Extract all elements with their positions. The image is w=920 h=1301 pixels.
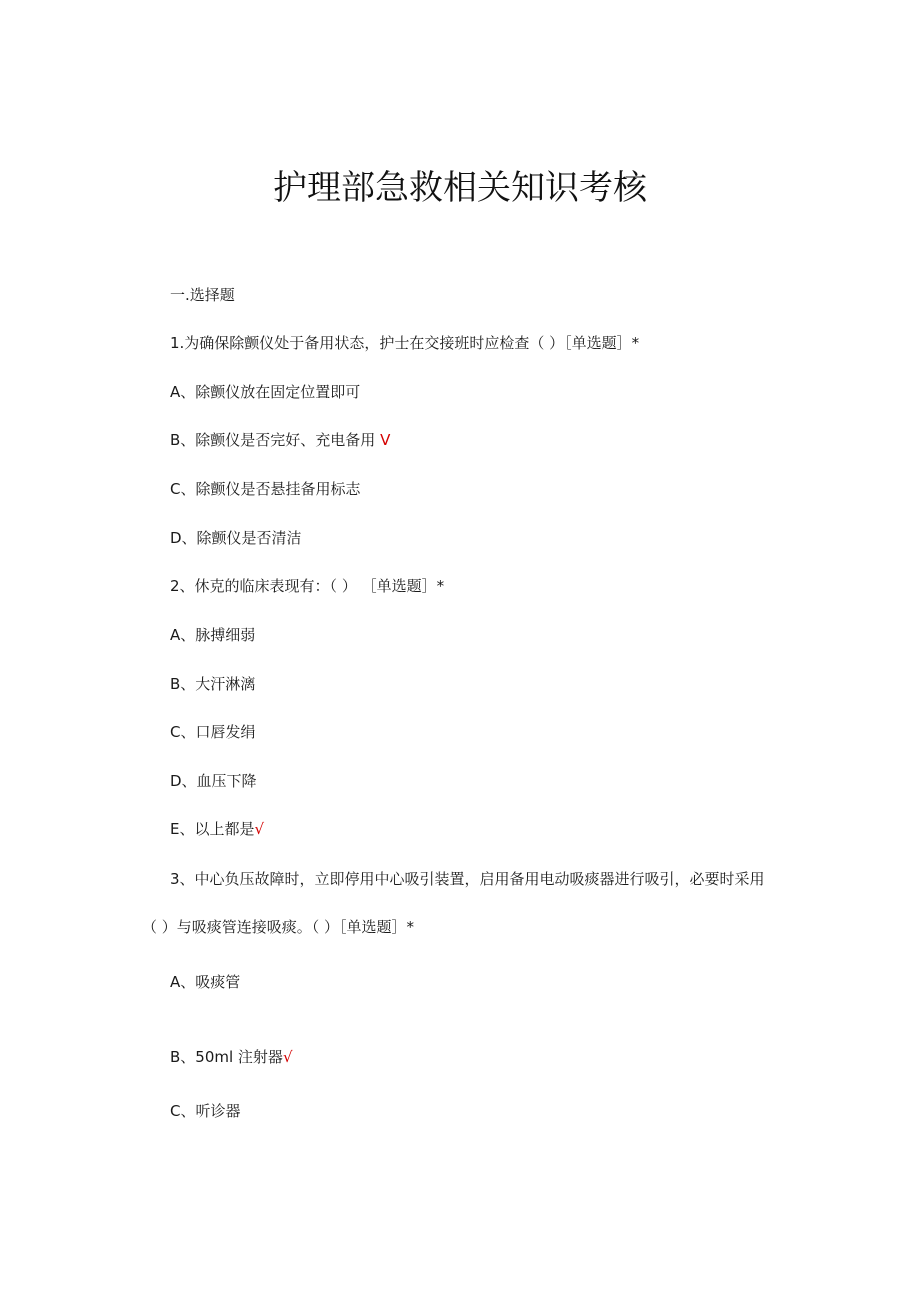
correct-answer-mark: √ — [254, 820, 265, 838]
correct-answer-mark: V — [380, 431, 391, 449]
option-text: C、除颤仪是否悬挂备用标志 — [170, 480, 361, 498]
option-text: A、脉搏细弱 — [170, 626, 256, 644]
question-2-option-e — [170, 818, 264, 840]
question-2-option-a — [170, 624, 255, 646]
question-3-option-c — [170, 1100, 240, 1122]
option-text: B、除颤仪是否完好、充电备用 — [170, 431, 376, 449]
question-2-option-d — [170, 770, 257, 792]
question-1-option-d — [170, 527, 302, 549]
option-text: B、50ml 注射器 — [170, 1048, 283, 1066]
correct-answer-mark: √ — [282, 1048, 293, 1066]
question-2-stem: 2、休克的临床表现有：（ ） ［单选题］* — [170, 577, 445, 595]
option-text: B、大汗淋漓 — [170, 675, 256, 693]
question-1-option-a — [170, 381, 360, 403]
option-text: A、吸痰管 — [170, 973, 241, 991]
option-text: D、除颤仪是否清洁 — [170, 529, 302, 547]
question-3-option-b — [170, 1046, 293, 1068]
question-1-option-c — [170, 478, 360, 500]
option-text: C、听诊器 — [170, 1102, 241, 1120]
question-2-option-c — [170, 721, 255, 743]
question-1-option-b — [170, 429, 390, 451]
question-3-option-a — [170, 971, 240, 993]
question-1-stem: 1.为确保除颤仪处于备用状态，护士在交接班时应检查（ ）［单选题］* — [170, 334, 640, 352]
question-3-stem-line-1: 3、中心负压故障时，立即停用中心吸引装置，启用备用电动吸痰器进行吸引，必要时采用 — [170, 870, 765, 888]
option-text: E、以上都是 — [170, 820, 255, 838]
option-text: D、血压下降 — [170, 772, 257, 790]
option-text: A、除颤仪放在固定位置即可 — [170, 383, 361, 401]
option-text: C、口唇发绢 — [170, 723, 256, 741]
section-heading: 一.选择题 — [170, 286, 235, 304]
question-2-option-b — [170, 673, 255, 695]
page-title: 护理部急救相关知识考核 — [273, 168, 647, 208]
question-3-stem-line-2: （ ）与吸痰管连接吸痰。（ ）［单选题］* — [142, 918, 415, 936]
